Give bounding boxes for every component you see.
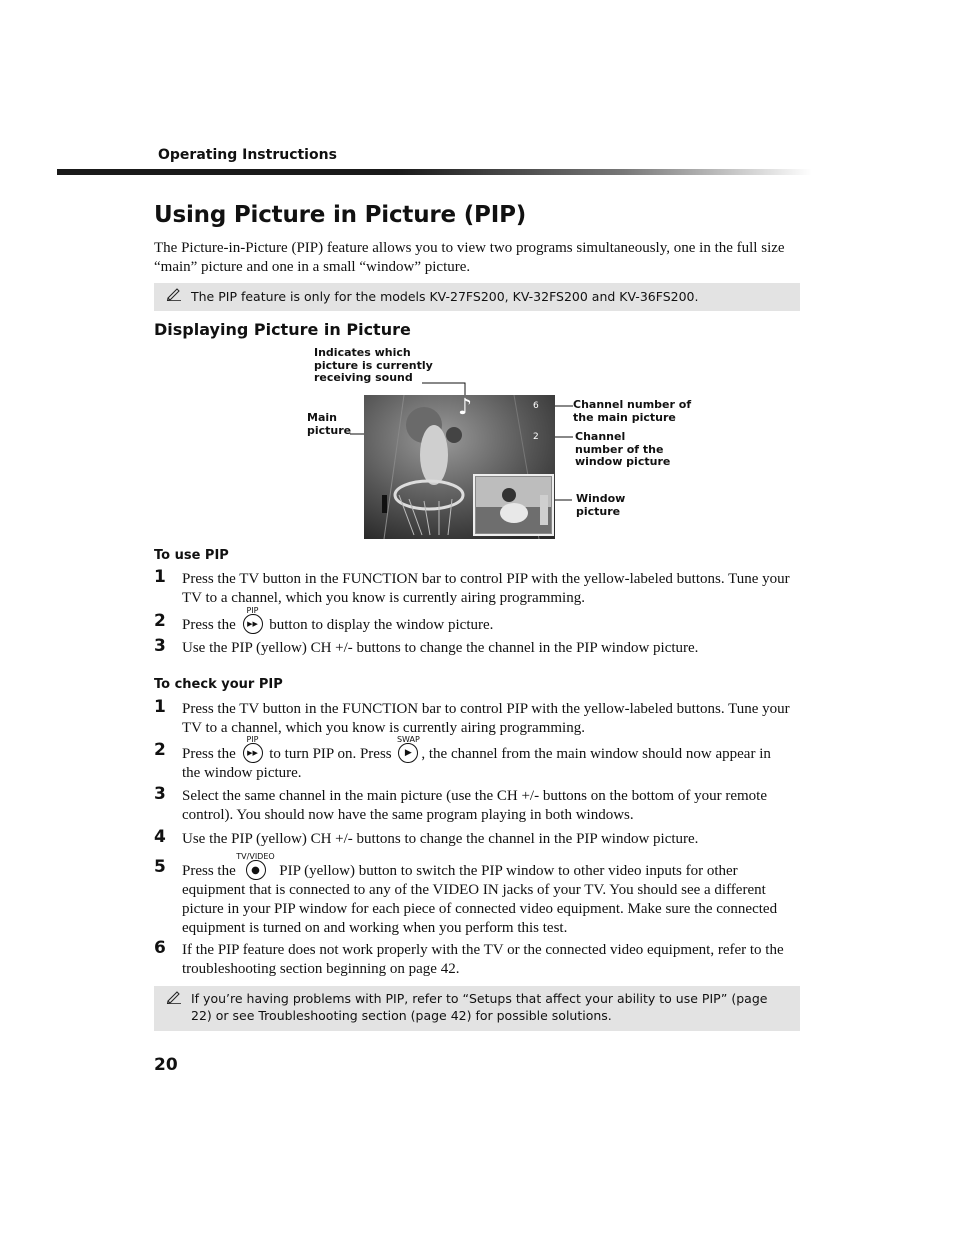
check-pip-step-2-b: to turn PIP on. Press — [269, 746, 392, 762]
tv-video-button-caption: TV/VIDEO — [236, 852, 275, 861]
callout-window-label: Window picture — [576, 492, 626, 518]
check-pip-step-3: Select the same channel in the main picture (use the CH +/- buttons on the bottom of your remote control). You should now have the same program playing in both windows. — [182, 788, 767, 823]
pip-button-caption: PIP — [246, 606, 259, 615]
callout-sound-label: Indicates which picture is currently receiving sound — [314, 346, 433, 384]
use-pip-step-2-pre: Press the — [182, 617, 236, 633]
use-pip-step-2 — [182, 606, 794, 635]
check-pip-step-5 — [182, 852, 794, 938]
main-channel-number: 6 — [533, 401, 539, 411]
note-text: If you’re having problems with PIP, refer to “Setups that affect your ability to use PIP” (page 22) or see Troubleshooting section (page 42) for possible solutions. — [191, 991, 768, 1023]
check-pip-step-5-rest: equipment that is connected to any of the VIDEO IN jacks of your TV. You should see a different picture in your PIP window for each piece of connected video equipment. Make sure the connected equipment is turned on and working when you perform this test. — [182, 882, 778, 936]
check-pip-step-5-pre: Press the — [182, 863, 236, 879]
use-pip-heading: To use PIP — [154, 548, 229, 563]
intro-paragraph: The Picture-in-Picture (PIP) feature allows you to view two programs simultaneously, one in the full size “main” picture and one in a small “window” picture. — [154, 240, 785, 275]
page-number: 20 — [154, 1055, 178, 1075]
swap-button-caption: SWAP — [396, 735, 420, 744]
check-pip-heading: To check your PIP — [154, 677, 283, 692]
header-rule — [57, 169, 812, 175]
pip-button-caption: PIP — [246, 735, 259, 744]
step-number: 6 — [154, 938, 166, 958]
check-pip-step-6: If the PIP feature does not work properly with the TV or the connected video equipment, refer to the troubleshooting section beginning on page 42. — [182, 942, 784, 977]
check-pip-step-1: Press the TV button in the FUNCTION bar to control PIP with the yellow-labeled buttons. Tune your TV to a channel, which you know is currently airing programming. — [182, 701, 790, 736]
callout-window-channel-label: Channel number of the window picture — [575, 430, 671, 468]
swap-button-icon — [396, 735, 420, 763]
use-pip-step-3: Use the PIP (yellow) CH +/- buttons to change the channel in the PIP window picture. — [182, 640, 699, 656]
step-number: 3 — [154, 784, 166, 804]
step-number: 2 — [154, 740, 166, 760]
sound-indicator-icon: ♪ — [458, 395, 473, 420]
section-title: Displaying Picture in Picture — [154, 320, 411, 339]
step-number: 1 — [154, 697, 166, 717]
page-title: Using Picture in Picture (PIP) — [154, 202, 527, 228]
note-text: The PIP feature is only for the models KV-27FS200, KV-32FS200 and KV-36FS200. — [191, 289, 699, 304]
check-pip-step-2 — [182, 735, 802, 783]
pip-button-icon — [243, 735, 263, 763]
tv-video-button-icon — [236, 852, 275, 880]
section-header-label: Operating Instructions — [158, 147, 337, 163]
check-pip-step-4: Use the PIP (yellow) CH +/- buttons to change the channel in the PIP window picture. — [182, 831, 699, 847]
pip-figure — [300, 345, 700, 545]
window-channel-number: 2 — [533, 432, 539, 442]
dot-icon: ● — [251, 864, 260, 876]
play-icon: ▶ — [404, 747, 412, 758]
check-pip-step-2-a: Press the — [182, 746, 236, 762]
check-pip-step-5-line1: PIP (yellow) button to switch the PIP window to other video inputs for other — [279, 863, 738, 879]
callout-main-channel-label: Channel number of the main picture — [573, 398, 692, 424]
step-number: 3 — [154, 636, 166, 656]
fast-forward-icon: ▶▶ — [247, 619, 258, 628]
pip-button-icon — [243, 606, 263, 634]
step-number: 1 — [154, 567, 166, 587]
step-number: 4 — [154, 827, 166, 847]
check-pip-step-2-d: the window picture. — [182, 765, 302, 781]
note-pencil-icon — [166, 990, 182, 1004]
step-number: 2 — [154, 611, 166, 631]
use-pip-step-1: Press the TV button in the FUNCTION bar to control PIP with the yellow-labeled buttons. Tune your TV to a channel, which you know is currently airing programming. — [182, 571, 790, 606]
callout-main-label: Main picture — [307, 411, 352, 437]
use-pip-step-2-post: button to display the window picture. — [269, 617, 494, 633]
note-pencil-icon — [166, 287, 182, 301]
step-number: 5 — [154, 857, 166, 877]
note-box — [154, 283, 800, 311]
fast-forward-icon: ▶▶ — [247, 748, 258, 757]
note-box — [154, 986, 800, 1031]
check-pip-step-2-c: , the channel from the main window should now appear in — [421, 746, 771, 762]
